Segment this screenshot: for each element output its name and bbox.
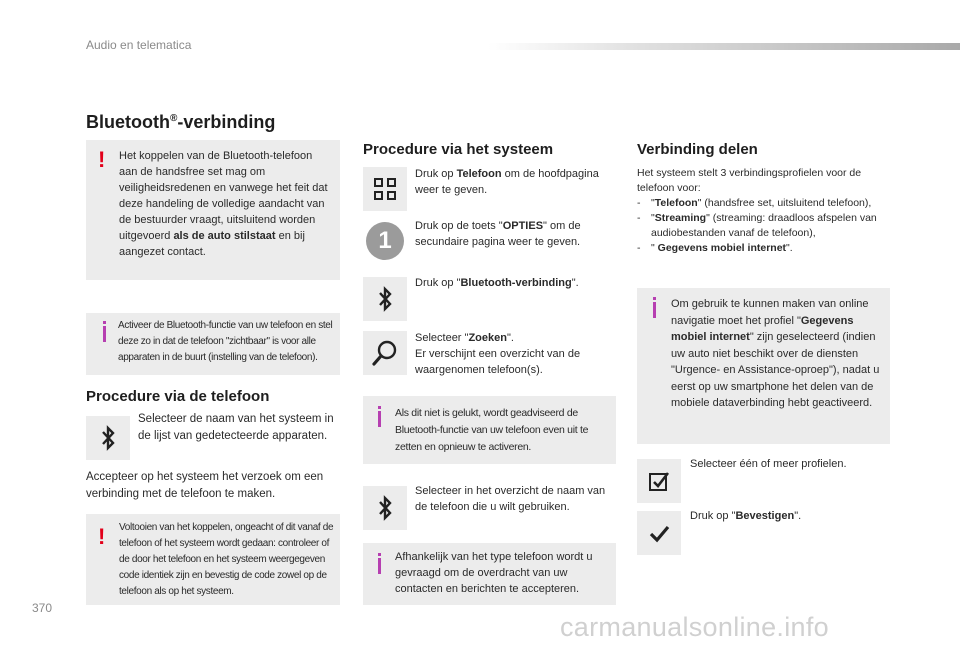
search-icon [371, 339, 399, 367]
step-select-system-name: Selecteer de naam van het systeem in de lijst van gedetecteerde apparaten. [138, 413, 334, 442]
profile-item: - " Gegevens mobiel internet". [637, 241, 887, 256]
bluetooth-icon [375, 495, 395, 521]
bluetooth-icon [98, 425, 118, 451]
grid-icon [373, 177, 397, 201]
warning-exclamation-icon: ! [98, 524, 106, 549]
text-accept-request: Accepteer op het systeem het verzoek om een verbinding met de telefoon te maken. [86, 471, 324, 500]
warning-text-pairing: Het koppelen van de Bluetooth-telefoon aan de handsfree set mag om veiligheidsredenen en vanwege het feit dat deze handeling de volledige aandacht van de bestuurder vraagt, uitsluitend worden uitgevoerd als de auto stilstaat en bij aangezet contact. [119, 150, 328, 258]
section-title-system-procedure: Procedure via het systeem [363, 141, 554, 158]
confirm-icon-box [637, 511, 681, 555]
header-gradient-bar [488, 43, 960, 50]
info-text-activate-bluetooth: Activeer de Bluetooth-functie van uw telefoon en stel deze zo in dat de telefoon "zichtbaar" is voor alle apparaten in de buurt (instelling van de telefoon). [118, 320, 333, 363]
profile-item: - "Telefoon" (handsfree set, uitsluitend telefoon), [637, 196, 887, 211]
step-select-profiles: Selecteer één of meer profielen. [690, 458, 847, 470]
checkbox-icon-box [637, 459, 681, 503]
phone-grid-icon-box [363, 167, 407, 211]
warning-box-pairing [86, 140, 340, 280]
info-box-retry [363, 396, 616, 464]
checkmark-icon [647, 521, 671, 545]
page-title-suffix: -verbinding [177, 112, 276, 132]
info-box-contacts [363, 543, 616, 605]
search-icon-box [363, 331, 407, 375]
bluetooth-icon [375, 286, 395, 312]
step-press-bevestigen: Druk op "Bevestigen". [690, 510, 802, 522]
info-box-online-navigation [637, 288, 890, 444]
step-press-bluetooth-verbinding: Druk op "Bluetooth-verbinding". [415, 277, 579, 289]
step-select-phone-name: Selecteer in het overzicht de naam van de telefoon die u wilt gebruiken. [415, 485, 606, 513]
section-title-phone-procedure: Procedure via de telefoon [86, 388, 270, 405]
bluetooth-icon-box-1 [86, 416, 130, 460]
bluetooth-icon-box-3 [363, 486, 407, 530]
info-box-activate-bluetooth [86, 313, 340, 375]
profiles-block [637, 166, 887, 256]
profiles-intro: Het systeem stelt 3 verbindingsprofielen voor de telefoon voor: [637, 167, 862, 194]
info-icon [378, 411, 381, 427]
info-text-online-navigation: Om gebruik te kunnen maken van online navigatie moet het profiel "Gegevens mobiel internet" zijn geselecteerd (indien uw auto niet beschikt over de diensten "Urgence- en Assistance-oproep"), nadat u eerst op uw smartphone het delen van de mobiele dataverbinding hebt geactiveerd. [671, 298, 880, 409]
info-icon [103, 326, 106, 342]
warning-exclamation-icon: ! [98, 147, 106, 172]
bluetooth-icon-box-2 [363, 277, 407, 321]
checkbox-icon [647, 469, 671, 493]
page-title-text: Bluetooth [86, 112, 170, 132]
step-select-zoeken: Selecteer "Zoeken". Er verschijnt een overzicht van de waargenomen telefoon(s). [415, 332, 581, 376]
info-icon [378, 558, 381, 574]
watermark: carmanualsonline.info [560, 612, 829, 642]
profile-item: - "Streaming" (streaming: draadloos afspelen van audiobestanden vanaf de telefoon), [637, 211, 887, 241]
step-number-badge: 1 [366, 222, 404, 260]
registered-mark: ® [169, 113, 178, 124]
info-text-contacts: Afhankelijk van het type telefoon wordt u gevraagd om de overdracht van uw contacten en berichten te accepteren. [395, 551, 593, 595]
warning-box-code [86, 514, 340, 605]
info-text-retry: Als dit niet is gelukt, wordt geadviseerd de Bluetooth-functie van uw telefoon even uit te zetten en opnieuw te activeren. [395, 407, 589, 453]
section-title-share-connection: Verbinding delen [637, 141, 758, 158]
step-press-telefoon: Druk op Telefoon om de hoofdpagina weer te geven. [415, 168, 599, 196]
page-number: 370 [32, 601, 53, 615]
running-header: Audio en telematica [86, 38, 192, 52]
info-icon [653, 302, 656, 318]
warning-text-code: Voltooien van het koppelen, ongeacht of dit vanaf de telefoon of het systeem wordt gedaan: controleer of de door het telefoon en het systeem weergegeven code identiek zijn en bevestig de code zowel op de telefoon als op het systeem. [119, 522, 334, 597]
page-title [86, 112, 275, 133]
step-press-opties: Druk op de toets "OPTIES" om de secundaire pagina weer te geven. [415, 220, 581, 248]
